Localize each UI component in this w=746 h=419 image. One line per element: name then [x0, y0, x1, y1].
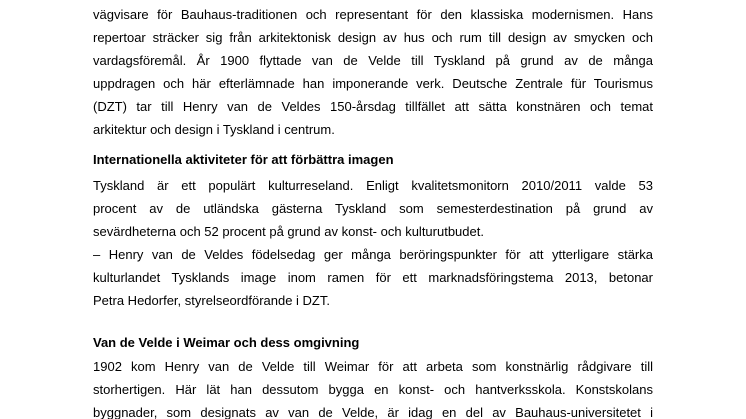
section1-para2-line-3: Petra Hedorfer, styrelseordförande i DZT. [93, 293, 330, 308]
section1-para1-line-2: procent av de utländska gästerna Tyskland som semesterdestination på grund av [93, 201, 653, 216]
section2-para1-line-3: byggnader, som designats av van de Velde, är idag en del av Bauhaus-universitetet i [93, 405, 653, 419]
intro-line-1: vägvisare för Bauhaus-traditionen och representant för den klassiska modernismen. Hans [93, 7, 653, 22]
section2-para1-line-1: 1902 kom Henry van de Velde till Weimar för att arbeta som konstnärlig rådgivare till [93, 359, 653, 374]
intro-line-3: vardagsföremål. År 1900 flyttade van de Velde till Tyskland på grund av de många [93, 53, 653, 68]
document-page [93, 0, 653, 419]
intro-line-4: uppdragen och här efterlämnade han imponerande verk. Deutsche Zentrale für Tourismus [93, 76, 653, 91]
section1-para1-line-3: sevärdheterna och 52 procent på grund av konst- och kulturutbudet. [93, 224, 484, 239]
section1-para2-line-1: – Henry van de Veldes födelsedag ger många beröringspunkter för att ytterligare stärka [93, 247, 653, 262]
intro-line-5: (DZT) tar till Henry van de Veldes 150-årsdag tillfället att sätta konstnären och temat [93, 99, 653, 114]
section-heading-international: Internationella aktiviteter för att förbättra imagen [93, 152, 394, 167]
section2-para1-line-2: storhertigen. Här lät han dessutom bygga en konst- och hantverksskola. Konstskolans [93, 382, 653, 397]
section1-para1-line-1: Tyskland är ett populärt kulturreseland. Enligt kvalitetsmonitorn 2010/2011 valde 53 [93, 178, 653, 193]
intro-line-2: repertoar sträcker sig från arkitektonisk design av hus och rum till design av smycken och [93, 30, 653, 45]
intro-line-6: arkitektur och design i Tyskland i centrum. [93, 122, 335, 137]
section-heading-weimar: Van de Velde i Weimar och dess omgivning [93, 335, 360, 350]
section1-para2-line-2: kulturlandet Tysklands image inom ramen för ett marknadsföringstema 2013, betonar [93, 270, 653, 285]
